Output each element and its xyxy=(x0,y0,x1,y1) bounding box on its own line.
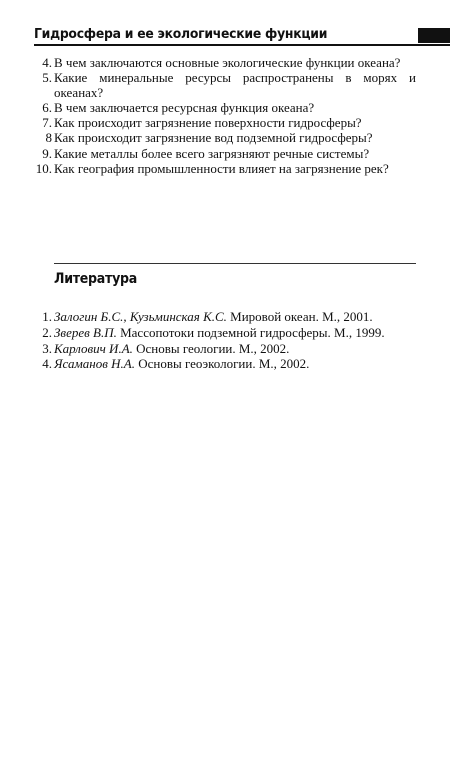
question-item xyxy=(30,56,416,70)
question-number: 6. xyxy=(42,99,52,115)
reference-item xyxy=(30,310,416,324)
question-item xyxy=(30,116,416,130)
questions-list xyxy=(30,56,416,177)
reference-number: 1. xyxy=(42,309,52,324)
question-number: 8 xyxy=(45,130,52,146)
header-rule xyxy=(34,44,450,46)
running-header xyxy=(34,26,450,46)
reference-item xyxy=(30,326,416,340)
running-header-title: Гидросфера и ее экологические функции xyxy=(34,26,328,42)
reference-item xyxy=(30,342,416,356)
question-text: В чем заключается ресурсная функция океана? xyxy=(54,99,315,115)
question-number: 4. xyxy=(42,55,52,70)
reference-number: 3. xyxy=(42,340,52,356)
question-number: 9. xyxy=(42,145,52,161)
reference-author: Залогин Б.С., Кузьминская К.С. xyxy=(54,309,227,324)
reference-number: 2. xyxy=(42,324,52,340)
question-text: В чем заключаются основные экологические функции океана? xyxy=(54,55,401,70)
reference-title: Массопотоки подземной гидросферы. М., 1999. xyxy=(116,324,385,340)
question-text: Как происходит загрязнение вод подземной гидросферы? xyxy=(54,130,373,146)
question-item xyxy=(30,71,416,100)
question-item xyxy=(30,131,416,145)
question-item xyxy=(30,147,416,161)
question-text: Как происходит загрязнение поверхности гидросферы? xyxy=(54,115,362,131)
references-list xyxy=(30,310,416,373)
reference-number: 4. xyxy=(42,356,52,372)
question-text: Какие металлы более всего загрязняют речные системы? xyxy=(54,145,370,161)
question-item xyxy=(30,162,416,176)
question-text: Какие минеральные ресурсы распространены в морях и океанах? xyxy=(54,70,416,100)
reference-author: Карлович И.А. xyxy=(54,340,133,356)
header-black-block xyxy=(418,28,450,43)
question-number: 5. xyxy=(42,70,52,86)
question-item xyxy=(30,101,416,115)
reference-title: Основы геологии. М., 2002. xyxy=(132,340,290,356)
question-number: 7. xyxy=(42,115,52,131)
question-text: Как география промышленности влияет на загрязнение рек? xyxy=(54,161,389,177)
literature-heading: Литература xyxy=(54,271,138,287)
reference-item xyxy=(30,357,416,371)
question-number: 10. xyxy=(35,161,52,177)
section-divider xyxy=(54,263,416,264)
reference-author: Зверев В.П. xyxy=(54,324,117,340)
reference-title: Основы геоэкологии. М., 2002. xyxy=(134,356,310,372)
reference-author: Ясаманов Н.А. xyxy=(54,356,135,372)
reference-title: Мировой океан. М., 2001. xyxy=(226,309,373,324)
